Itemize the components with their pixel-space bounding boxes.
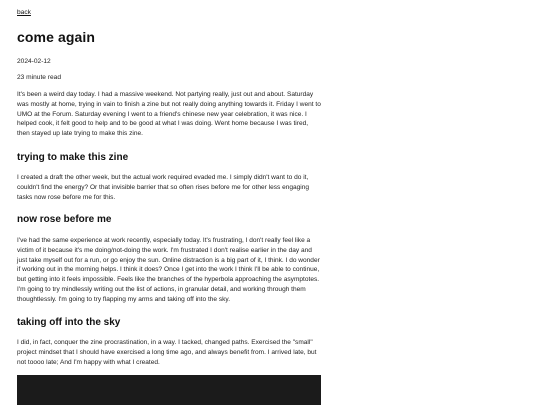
section-paragraph-zine: I created a draft the other week, but the actual work required evaded me. I simply didn't want to do it, couldn't find the energy? Or that invisible barrier that so often rises before me for other less engaging tasks now rose before me for this. xyxy=(17,174,310,201)
embedded-media-block xyxy=(17,375,321,405)
intro-paragraph: It's been a weird day today. I had a massive weekend. Not partying really, just out and about. Saturday was mostly at home, trying in vain to finish a zine but not really doing anything towards it. Friday I went to UMO at the Forum. Saturday evening I went to a friend's chinese new year celebration, it was nice. I helped cook, it felt good to help and to be good at what I was doing. Went home because I was tired, then stayed up late trying to make this zine. xyxy=(17,91,321,138)
read-time: 23 minute read xyxy=(17,74,61,81)
section-paragraph-rose: I've had the same experience at work recently, especially today. It's frustrating, I don't really feel like a victim of it because it's me doing/not-doing the work. I'm frustrated I don't realise earlier in the day and just take myself out for a run, or go enjoy the sun. Online distraction is a big part of it, I think. I do wonder if working out in the morning helps. I think it does? Once I get into the work I think I'll be able to continue, but getting into it feels impossible. Feels like the branches of the hyperbola approaching the asymptotes. I'm going to try mindlessly writing out the list of actions, in granular detail, and working through them thoughtlessly. I'm going to try flapping my arms and taking off into the sky. xyxy=(17,237,320,303)
section-heading-sky: taking off into the sky xyxy=(17,317,121,328)
post-date: 2024-02-12 xyxy=(17,58,51,65)
section-heading-rose: now rose before me xyxy=(17,214,112,225)
section-paragraph-sky: I did, in fact, conquer the zine procrastination, in a way. I tacked, changed paths. Exercised the "small" project mindset that I should have exercised a long time ago, and always benefit from. I arrived late, but not toooo late; And I'm happy with what I created. xyxy=(17,339,317,366)
section-heading-zine: trying to make this zine xyxy=(17,152,129,163)
back-link[interactable]: back xyxy=(17,9,31,16)
post-title: come again xyxy=(17,29,96,45)
